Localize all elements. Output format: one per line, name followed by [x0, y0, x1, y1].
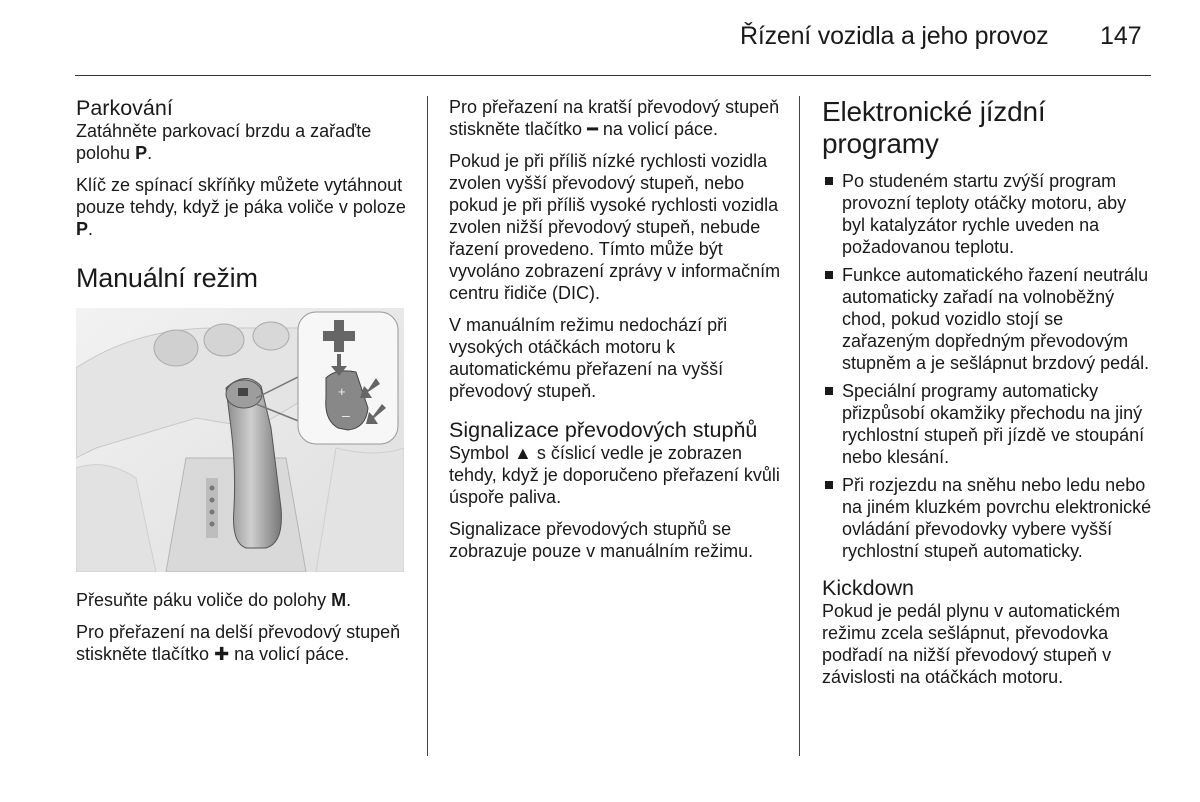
col2-paragraph-3: V manuálním režimu nedochází při vysokých otáčkách motoru k automatickému přeřazení na vyšší převodový stupeň. [449, 315, 728, 401]
manual-paragraph-1: Přesuňte páku voliče do polohy M. [76, 590, 352, 610]
column-1 [76, 96, 414, 675]
list-item: Speciální programy automaticky přizpůsobí okamžiky přechodu na jiný rychlostní stupeň při jízdě ve stoupání nebo klesání. [822, 380, 1152, 468]
gear-selector-illustration-icon [76, 308, 404, 572]
column-divider-1 [427, 96, 428, 756]
plus-symbol-icon: ✚ [214, 644, 230, 664]
heading-elektronicke-programy: Elektronické jízdní programy [822, 96, 1046, 159]
gear-selector-figure [76, 308, 404, 572]
bullet-square-icon [825, 177, 833, 185]
list-item: Po studeném startu zvýší program provozní teploty otáčky motoru, aby byl katalyzátor rychle uveden na požadovanou teplotu. [822, 170, 1152, 258]
col2-paragraph-1: Pro přeřazení na kratší převodový stupeň stiskněte tlačítko ━ na volicí páce. [449, 97, 780, 139]
header-rule [75, 75, 1151, 76]
svg-text:–: – [342, 407, 350, 423]
kickdown-paragraph: Pokud je pedál plynu v automatickém režimu zcela sešlápnut, převodovka podřadí na nižší převodový stupeň v závislosti na otáčkách motoru. [822, 601, 1121, 687]
list-item: Při rozjezdu na sněhu nebo ledu nebo na jiném kluzkém povrchu elektronické ovládání převodovky vybere vyšší rychlostní stupeň automaticky. [822, 474, 1152, 562]
bullet-square-icon [825, 271, 833, 279]
column-2 [449, 96, 784, 572]
programs-list [822, 170, 1152, 562]
column-divider-2 [799, 96, 800, 756]
bullet-square-icon [825, 387, 833, 395]
page-number: 147 [1100, 22, 1142, 50]
column-3 [822, 96, 1152, 698]
signal-paragraph-2: Signalizace převodových stupňů se zobrazuje pouze v manuálním režimu. [449, 519, 754, 561]
svg-text:+: + [338, 384, 346, 399]
triangle-up-icon: ▲ [514, 443, 532, 463]
parkovani-paragraph-2: Klíč ze spínací skříňky můžete vytáhnout pouze tehdy, když je páka voliče v poloze P. [76, 175, 406, 239]
bullet-square-icon [825, 481, 833, 489]
parkovani-paragraph-1: Zatáhněte parkovací brzdu a zařaďte polohu P. [76, 121, 372, 163]
heading-manualni-rezim: Manuální režim [76, 263, 258, 293]
list-item: Funkce automatického řazení neutrálu automaticky zařadí na volnoběžný chod, pokud vozidlo stojí se zařazeným dopředným převodovým stupněm a je sešlápnut brzdový pedál. [822, 264, 1152, 374]
col2-paragraph-2: Pokud je při příliš nízké rychlosti vozidla zvolen vyšší převodový stupeň, nebo pokud je při příliš vysoké rychlosti vozidla zvolen nižší převodový stupeň, nebude řazení provedeno. Tímto může být vyvoláno zobrazení zprávy v informačním centru řidiče (DIC). [449, 151, 781, 303]
heading-signalizace: Signalizace převodových stupňů [449, 418, 758, 442]
minus-symbol-icon: ━ [587, 119, 598, 139]
running-header-title: Řízení vozidla a jeho provoz [740, 22, 1049, 50]
manual-paragraph-2: Pro přeřazení na delší převodový stupeň stiskněte tlačítko ✚ na volicí páce. [76, 622, 401, 664]
heading-parkovani: Parkování [76, 96, 173, 120]
signal-paragraph-1: Symbol ▲ s číslicí vedle je zobrazen tehdy, když je doporučeno přeřazení kvůli úspoře paliva. [449, 443, 780, 507]
heading-kickdown: Kickdown [822, 576, 915, 600]
